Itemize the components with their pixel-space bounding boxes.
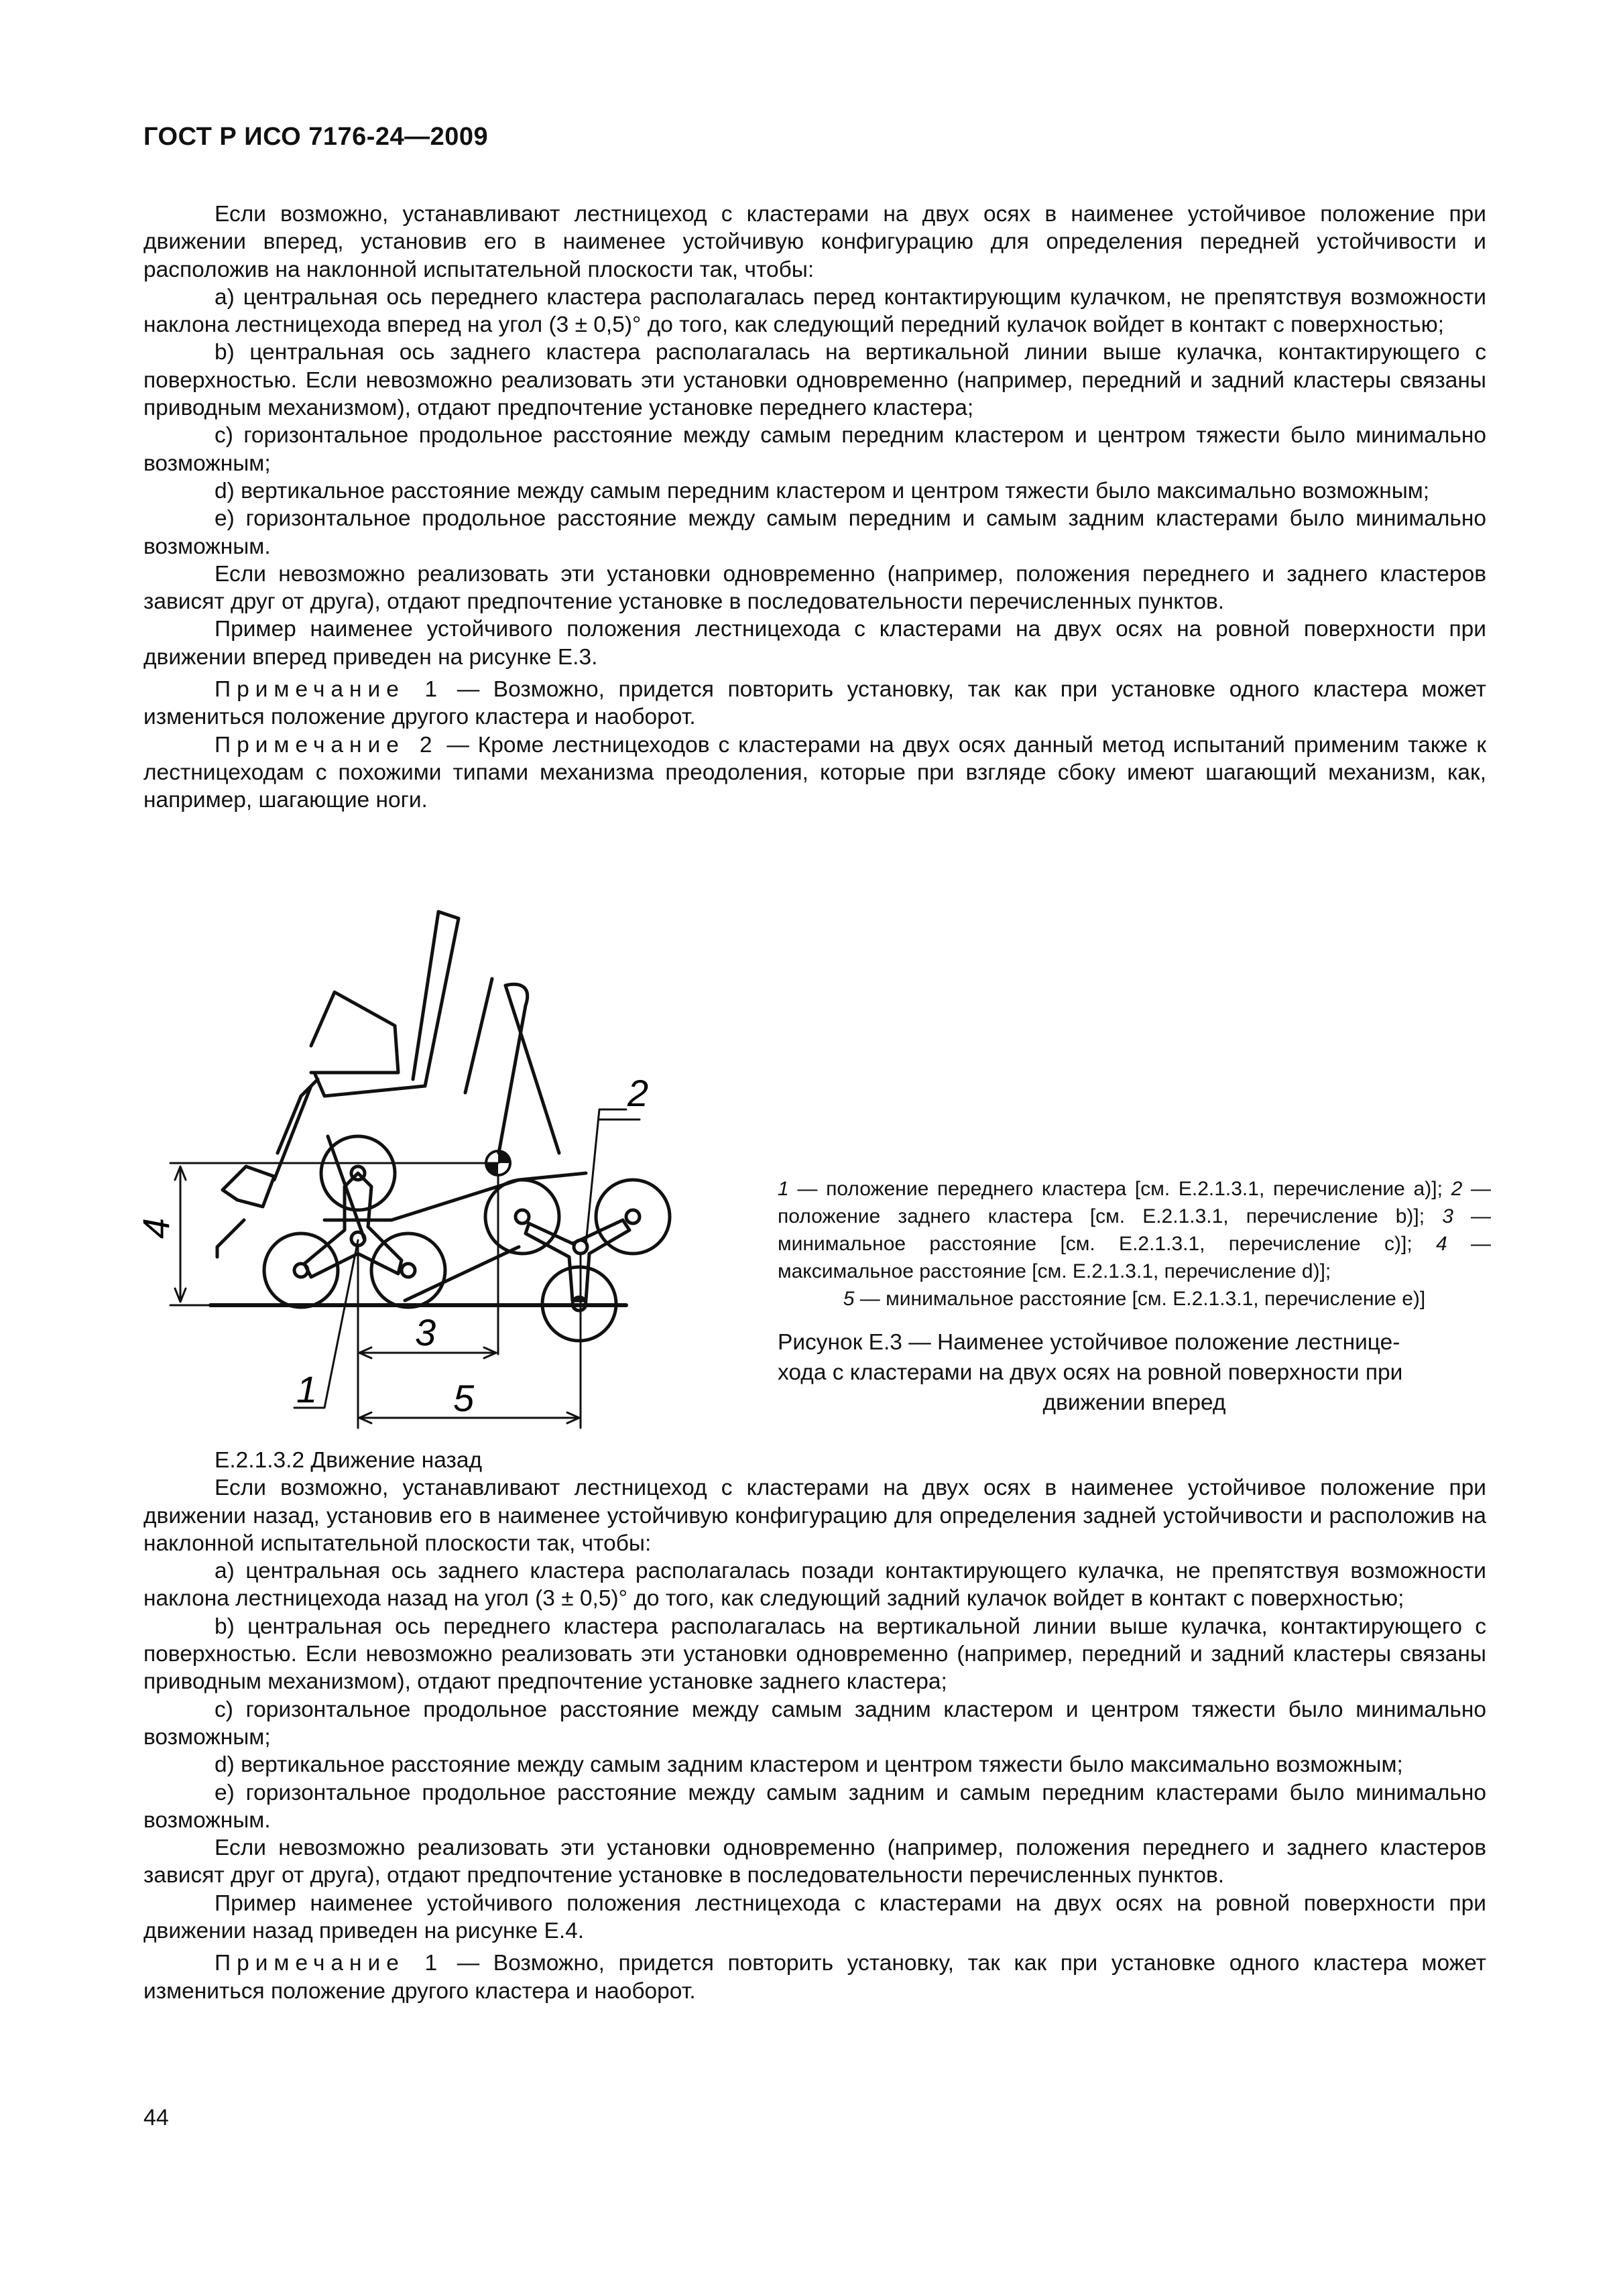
section-forward-text (143, 200, 1486, 814)
legend-key-3: 3 (1442, 1205, 1453, 1227)
rear-cluster (485, 1180, 670, 1341)
list-item-e: e) горизонтальное продольное расстояние между самым задним и самым передним кластерами было минимально возможным. (143, 1780, 1486, 1833)
note-text: — Возможно, придется повторить установку, так как при установке одного кластера может измениться положение другого кластера и наоборот. (143, 1951, 1486, 2004)
legend-desc-4: — максимальное расстояние [см. Е.2.1.3.1, перечисление d)]; (778, 1233, 1491, 1282)
paragraph: Пример наименее устойчивого положения лестницехода с кластерами на двух осях на ровной поверхности при движении вперед приведен на рисунке Е.3. (143, 617, 1486, 670)
legend-key-5: 5 (843, 1288, 855, 1310)
paragraph: Если возможно, устанавливают лестницеход с кластерами на двух осях в наименее устойчивое положение при движении назад, установив его в наименее устойчивую конфигурацию для определения задней устойчивости и расположив на наклонной испытательной плоскости так, чтобы: (143, 1475, 1486, 1556)
label-2: 2 (627, 1072, 649, 1114)
legend-text (778, 1285, 1491, 1313)
label-5: 5 (453, 1377, 475, 1419)
figure-legend (778, 1175, 1491, 1313)
list-item-a: a) центральная ось переднего кластера располагалась перед контактирующим кулачком, не препятствуя возможности наклона лестницехода вперед на угол (3 ± 0,5)° до того, как следующий передний кулачок войдет в контакт с поверхностью; (143, 284, 1486, 338)
figure-e3-drawing (135, 871, 814, 1461)
section-backward-text (143, 1447, 1486, 2005)
caption-line: движении вперед (1042, 1390, 1226, 1415)
label-4: 4 (135, 1217, 177, 1239)
caption-line: Рисунок Е.3 — Наименее устойчивое положение лестнице- (778, 1330, 1400, 1355)
legend-desc-2: — положение заднего кластера [см. Е.2.1.3.1, перечисление b)]; (778, 1178, 1491, 1227)
label-3: 3 (415, 1311, 436, 1353)
legend-desc-3: — минимальное расстояние [см. Е.2.1.3.1, перечисление c)]; (778, 1205, 1491, 1255)
list-item-d: d) вертикальное расстояние между самым передним кластером и центром тяжести было максимально возможным; (215, 478, 1430, 503)
legend-key-2: 2 (1451, 1178, 1463, 1200)
legend-key-1: 1 (778, 1178, 789, 1200)
note-label: Примечание 1 (215, 677, 444, 703)
document-header: ГОСТ Р ИСО 7176-24—2009 (143, 123, 489, 151)
note-text: — Кроме лестницеходов с кластерами на двух осях данный метод испытаний применим также к лестницеходам с похожими типами механизма преодоления, которые при взгляде сбоку имеют шагающий механизм, как, например, шагающие ноги. (143, 732, 1486, 813)
paragraph: Если возможно, устанавливают лестницеход с кластерами на двух осях в наименее устойчивое положение при движении вперед, установив его в наименее устойчивую конфигурацию для определения передней устойчивости и расположив на наклонной испытательной плоскости так, чтобы: (143, 202, 1486, 282)
list-item-e: e) горизонтальное продольное расстояние между самым передним и самым задним кластерами было минимально возможным. (143, 506, 1486, 559)
label-1: 1 (296, 1368, 318, 1410)
footrest (223, 1166, 274, 1207)
seat (311, 992, 398, 1073)
page-number: 44 (143, 2105, 169, 2130)
list-item-c: c) горизонтальное продольное расстояние между самым задним кластером и центром тяжести было минимально возможным; (143, 1697, 1486, 1750)
list-item-a: a) центральная ось заднего кластера располагалась позади контактирующего кулачка, не препятствуя возможности наклона лестницехода назад на угол (3 ± 0,5)° до того, как следующий задний кулачок войдет в контакт с поверхностью; (143, 1559, 1486, 1612)
note-1 (143, 1949, 1486, 2005)
figure-caption (778, 1327, 1491, 1418)
section-heading: Е.2.1.3.2 Движение назад (215, 1448, 483, 1473)
paragraph: Если невозможно реализовать эти установки одновременно (например, положения переднего и заднего кластеров зависят друг от друга), отдают предпочтение установке в последовательности перечисленных пунктов. (143, 561, 1486, 615)
leader-2 (586, 1109, 626, 1244)
legend-desc-5: — минимальное расстояние [см. Е.2.1.3.1, перечисление e)] (854, 1288, 1426, 1310)
paragraph: Пример наименее устойчивого положения лестницехода с кластерами на двух осях на ровной поверхности при движении назад приведен на рисунке Е.4. (143, 1890, 1486, 1944)
legend-key-4: 4 (1435, 1233, 1447, 1255)
legend-text (778, 1175, 1491, 1285)
note-1 (143, 676, 1486, 731)
list-item-c: c) горизонтальное продольное расстояние между самым передним кластером и центром тяжести было минимально возможным; (143, 423, 1486, 476)
note-text: — Возможно, придется повторить установку, так как при установке одного кластера может измениться положение другого кластера и наоборот. (143, 677, 1486, 730)
note-2 (143, 731, 1486, 814)
note-label: Примечание 1 (215, 1951, 444, 1976)
note-label: Примечание 2 (215, 732, 438, 758)
backrest (425, 912, 459, 1086)
caption-line: хода с кластерами на двух осях на ровной поверхности при (778, 1360, 1403, 1385)
list-item-b: b) центральная ось заднего кластера располагалась на вертикальной линии выше кулачка, контактирующего с поверхностью. Если невозможно реализовать эти установки одновременно (например, передний и задний кластеры связаны приводным механизмом), отдают предпочтение установке переднего кластера; (143, 340, 1486, 421)
list-item-b: b) центральная ось переднего кластера располагалась на вертикальной линии выше кулачка, контактирующего с поверхностью. Если невозможно реализовать эти установки одновременно (например, передний и задний кластеры связаны приводным механизмом), отдают предпочтение установке заднего кластера; (143, 1614, 1486, 1695)
paragraph: Если невозможно реализовать эти установки одновременно (например, положения переднего и заднего кластеров зависят друг от друга), отдают предпочтение установке в последовательности перечисленных пунктов. (143, 1835, 1486, 1888)
stair-climber-diagram (135, 871, 814, 1461)
list-item-d: d) вертикальное расстояние между самым задним кластером и центром тяжести было максимально возможным; (215, 1752, 1403, 1778)
legend-desc-1: — положение переднего кластера [см. Е.2.1.3.1, перечисление a)]; (788, 1178, 1451, 1200)
